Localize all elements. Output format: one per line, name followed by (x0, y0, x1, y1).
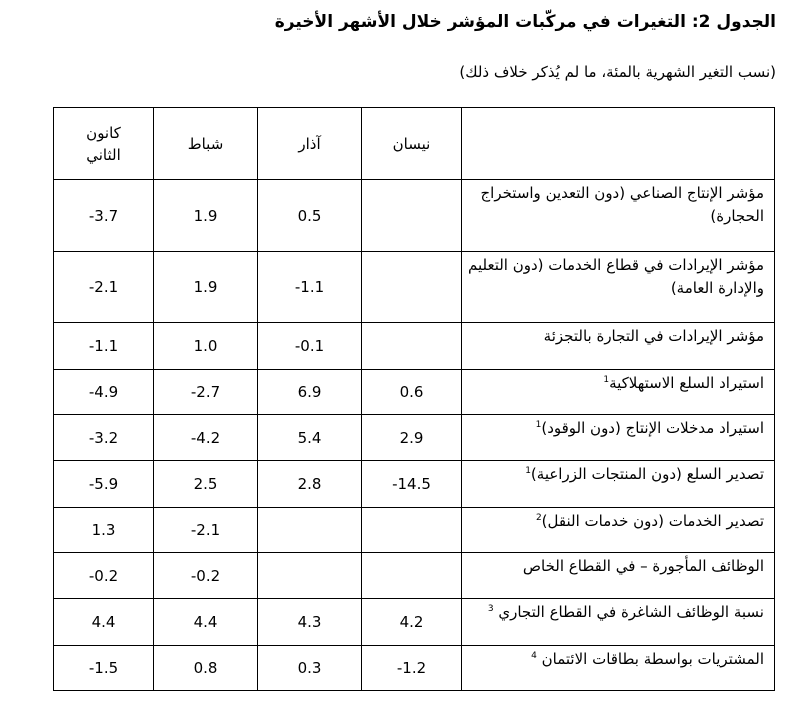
row-label: استيراد السلع الاستهلاكية$^1$ (462, 370, 775, 415)
cell-january: 3.7- (54, 180, 154, 252)
table-row (54, 599, 775, 646)
cell-february: 2.7- (154, 370, 258, 415)
cell-february: 2.1- (154, 508, 258, 553)
cell-february: 4.2- (154, 415, 258, 461)
row-label: تصدير الخدمات (دون خدمات النقل)$^2$ (462, 508, 775, 553)
table-row (54, 646, 775, 691)
table-row (54, 323, 775, 370)
cell-february: 1.9 (154, 252, 258, 323)
row-label: نسبة الوظائف الشاغرة في القطاع التجاري $^3$ (462, 599, 775, 646)
row-label: مؤشر الإيرادات في قطاع الخدمات (دون التعليم والإدارة العامة) (462, 252, 775, 323)
cell-april: 4.2 (362, 599, 462, 646)
cell-march (258, 553, 362, 599)
cell-april: 0.6 (362, 370, 462, 415)
table-row (54, 553, 775, 599)
cell-april (362, 508, 462, 553)
cell-april: 2.9 (362, 415, 462, 461)
cell-april (362, 553, 462, 599)
table-row (54, 370, 775, 415)
table-row (54, 180, 775, 252)
cell-march: 0.5 (258, 180, 362, 252)
header-march: آذار (258, 108, 362, 180)
cell-january: 2.1- (54, 252, 154, 323)
cell-april (362, 323, 462, 370)
table-header-row (54, 108, 775, 180)
header-indicator (462, 108, 775, 180)
cell-april (362, 252, 462, 323)
row-label: المشتريات بواسطة بطاقات الائتمان $^4$ (462, 646, 775, 691)
cell-january: 3.2- (54, 415, 154, 461)
cell-march: 4.3 (258, 599, 362, 646)
row-label: الوظائف المأجورة – في القطاع الخاص (462, 553, 775, 599)
table-row (54, 415, 775, 461)
cell-march: 5.4 (258, 415, 362, 461)
table-row (54, 252, 775, 323)
cell-january: 4.4 (54, 599, 154, 646)
cell-february: 0.8 (154, 646, 258, 691)
indicators-table (53, 107, 775, 691)
row-label: مؤشر الإنتاج الصناعي (دون التعدين واستخراج الحجارة) (462, 180, 775, 252)
cell-april (362, 180, 462, 252)
cell-january: 5.9- (54, 461, 154, 508)
cell-march: 0.3 (258, 646, 362, 691)
cell-february: 1.0 (154, 323, 258, 370)
row-label: استيراد مدخلات الإنتاج (دون الوقود)$^1$ (462, 415, 775, 461)
cell-february: 1.9 (154, 180, 258, 252)
header-february: شباط (154, 108, 258, 180)
table-row (54, 508, 775, 553)
table-title: الجدول 2: التغيرات في مركّبات المؤشر خلال الأشهر الأخيرة (274, 12, 776, 32)
cell-march (258, 508, 362, 553)
cell-march: 0.1- (258, 323, 362, 370)
cell-february: 4.4 (154, 599, 258, 646)
cell-february: 0.2- (154, 553, 258, 599)
cell-april: 1.2- (362, 646, 462, 691)
header-april: نيسان (362, 108, 462, 180)
cell-march: 2.8 (258, 461, 362, 508)
cell-march: 6.9 (258, 370, 362, 415)
row-label: تصدير السلع (دون المنتجات الزراعية)$^1$ (462, 461, 775, 508)
cell-january: 1.5- (54, 646, 154, 691)
cell-january: 4.9- (54, 370, 154, 415)
cell-january: 0.2- (54, 553, 154, 599)
table-row (54, 461, 775, 508)
cell-february: 2.5 (154, 461, 258, 508)
cell-january: 1.3 (54, 508, 154, 553)
header-january: كانون الثاني (54, 108, 154, 180)
cell-january: 1.1- (54, 323, 154, 370)
table-subtitle: (نسب التغير الشهرية بالمئة، ما لم يُذكر خلاف ذلك) (459, 63, 776, 81)
cell-march: 1.1- (258, 252, 362, 323)
cell-april: 14.5- (362, 461, 462, 508)
row-label: مؤشر الإيرادات في التجارة بالتجزئة (462, 323, 775, 370)
